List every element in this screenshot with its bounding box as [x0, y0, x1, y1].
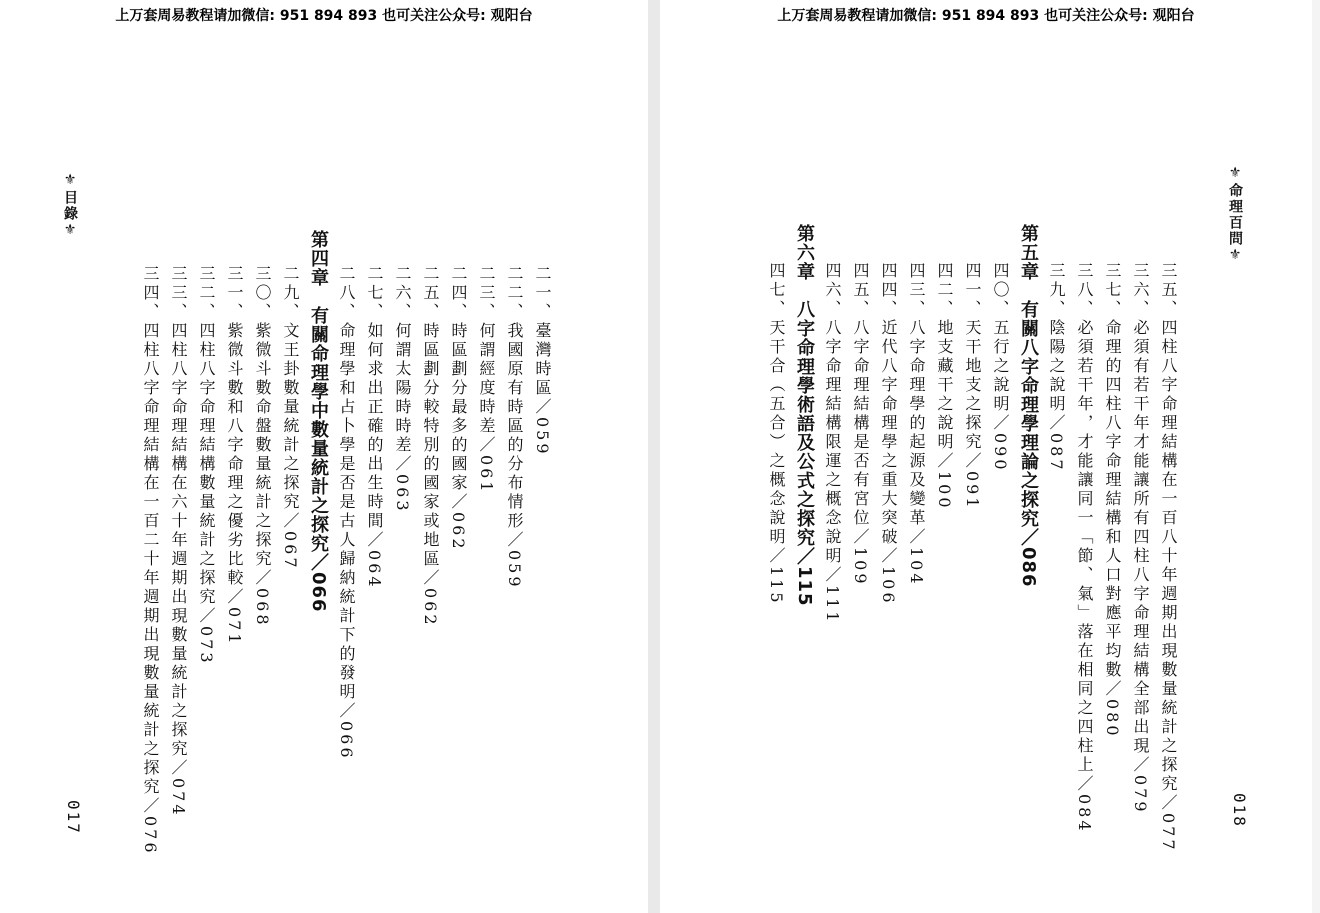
toc-entry: 四二、地支藏干之說明／100: [935, 262, 954, 511]
toc-entry: 三八、必須若干年，才能讓同一「節、氣」落在相同之四柱上／084: [1075, 262, 1094, 834]
right-page-header: 上万套周易教程请加微信: 951 894 893 也可关注公众号: 观阳台: [777, 8, 1195, 24]
toc-entry: 三六、必須有若干年才能讓所有四柱八字命理結構全部出現／079: [1131, 262, 1150, 815]
right-toc-column: [762, 224, 1182, 853]
toc-entry: 三一、紫微斗數和八字命理之優劣比較／071: [225, 265, 244, 647]
left-toc-column: [136, 230, 556, 856]
right-page: [660, 0, 1312, 913]
toc-entry: 三四、四柱八字命理結構在一百二十年週期出現數量統計之探究／076: [141, 265, 160, 856]
toc-entry: 二六、何謂太陽時時差／063: [393, 265, 412, 514]
chapter-heading: 第五章 有關八字命理學理論之探究／086: [1018, 224, 1039, 588]
left-page: [0, 0, 648, 913]
chapter-heading: 第六章 八字命理學術語及公式之探究／115: [794, 224, 815, 607]
left-page-header: 上万套周易教程请加微信: 951 894 893 也可关注公众号: 观阳台: [115, 8, 533, 24]
right-running-title: ⚜命理百問⚜: [1227, 165, 1243, 265]
toc-entry: 四〇、五行之說明／090: [991, 262, 1010, 473]
left-page-number: 017: [64, 800, 83, 835]
right-page-number: 018: [1230, 793, 1249, 828]
toc-entry: 四三、八字命理學的起源及變革／104: [907, 262, 926, 587]
chapter-heading: 第四章 有關命理學中數量統計之探究／066: [308, 230, 329, 613]
toc-entry: 三三、四柱八字命理結構在六十年週期出現數量統計之探究／074: [169, 265, 188, 818]
toc-entry: 二八、命理學和占卜學是否是古人歸納統計下的發明／066: [337, 265, 356, 761]
toc-entry: 二一、臺灣時區／059: [533, 265, 552, 457]
toc-entry: 三七、命理的四柱八字命理結構和人口對應平均數／080: [1103, 262, 1122, 739]
toc-entry: 四六、八字命理結構限運之概念說明／111: [823, 262, 842, 625]
toc-entry: 三〇、紫微斗數命盤數量統計之探究／068: [253, 265, 272, 628]
toc-entry: 三五、四柱八字命理結構在一百八十年週期出現數量統計之探究／077: [1159, 262, 1178, 853]
toc-entry: 二四、時區劃分最多的國家／062: [449, 265, 468, 552]
book-gutter: [648, 0, 660, 913]
toc-entry: 二五、時區劃分較特別的國家或地區／062: [421, 265, 440, 628]
toc-entry: 四五、八字命理結構是否有宮位／109: [851, 262, 870, 587]
toc-entry: 四四、近代八字命理學之重大突破／106: [879, 262, 898, 606]
toc-entry: 二二、我國原有時區的分布情形／059: [505, 265, 524, 590]
toc-entry: 三二、四柱八字命理結構數量統計之探究／073: [197, 265, 216, 666]
toc-entry: 三九、陰陽之說明／087: [1047, 262, 1066, 473]
toc-entry: 四七、天干合（五合）之概念說明／115: [767, 262, 786, 606]
toc-entry: 二九、文王卦數量統計之探究／067: [281, 265, 300, 571]
toc-entry: 二七、如何求出正確的出生時間／064: [365, 265, 384, 590]
toc-entry: 二三、何謂經度時差／061: [477, 265, 496, 495]
toc-entry: 四一、天干地支之探究／091: [963, 262, 982, 511]
left-running-title: ⚜目錄⚜: [62, 172, 78, 240]
